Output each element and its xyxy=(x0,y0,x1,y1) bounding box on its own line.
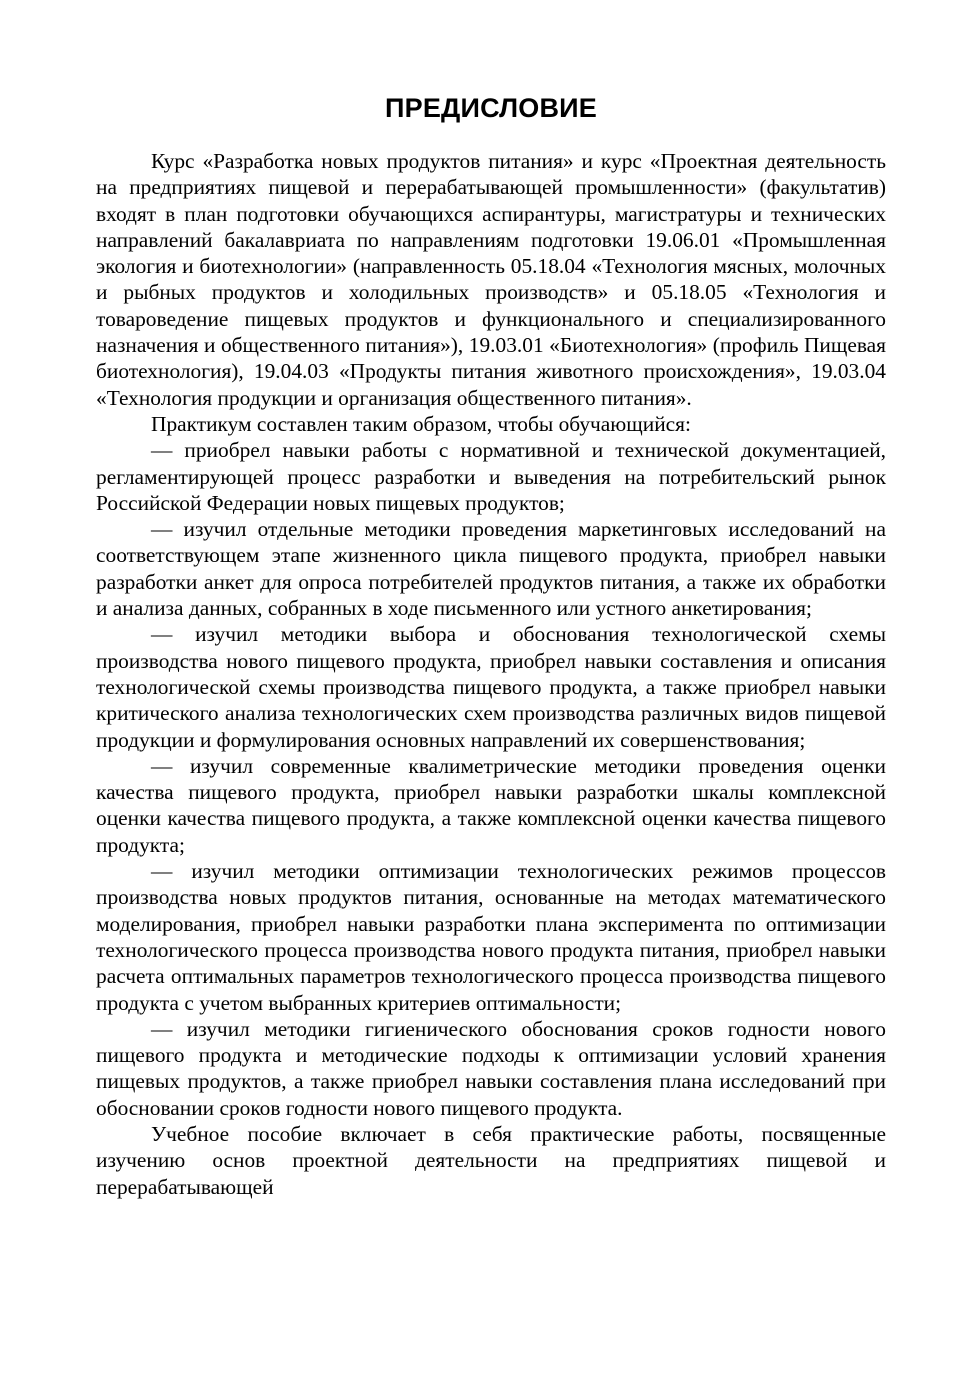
list-item: — изучил методики оптимизации технологических режимов процессов производства новых продуктов питания, основанные на методах математического моделирования, приобрел навыки разработки плана эксперимента по оптимизации технологического процесса производства нового продукта питания, приобрел навыки расчета оптимальных параметров технологического процесса производства пищевого продукта с учетом выбранных критериев оптимальности; xyxy=(96,859,886,1015)
list-item: — изучил отдельные методики проведения маркетинговых исследований на соответствующем этапе жизненного цикла пищевого продукта, приобрел навыки разработки анкет для опроса потребителей продуктов питания, а также их обработки и анализа данных, собранных в ходе письменного или устного анкетирования; xyxy=(96,517,886,621)
document-page xyxy=(96,88,886,1200)
list-item: — изучил современные квалиметрические методики проведения оценки качества пищевого продукта, приобрел навыки разработки шкалы комплексной оценки качества пищевого продукта, а также комплексной оценки качества пищевого продукта; xyxy=(96,753,886,857)
closing-paragraph: Учебное пособие включает в себя практические работы, посвященные изучению основ проектной деятельности на предприятиях пищевой и перерабатывающей xyxy=(96,1121,886,1199)
list-item: — изучил методики выбора и обоснования технологической схемы производства нового пищевого продукта, приобрел навыки составления и описания технологической схемы производства пищевого продукта, а также приобрел навыки критического анализа технологических схем производства различных видов пищевой продукции и формулирования основных направлений их совершенствования; xyxy=(96,622,886,752)
list-item: — изучил методики гигиенического обоснования сроков годности нового пищевого продукта и методические подходы к оптимизации условий хранения пищевых продуктов, а также приобрел навыки составления плана исследований при обосновании сроков годности нового пищевого продукта. xyxy=(96,1016,886,1120)
practicum-paragraph: Практикум составлен таким образом, чтобы обучающийся: xyxy=(151,411,691,436)
list-item: — приобрел навыки работы с нормативной и технической документацией, регламентирующей процесс разработки и выведения на потребительский рынок Российской Федерации новых пищевых продуктов; xyxy=(96,438,886,515)
intro-paragraph: Курс «Разработка новых продуктов питания» и курс «Проектная деятельность на предприятиях пищевой и перерабатывающей промышленности» (факультатив) входят в план подготовки обучающихся аспирантуры, магистратуры и технических направлений бакалавриата по направлениям подготовки 19.06.01 «Промышленная экология и биотехнологии» (направленность 05.18.04 «Технология мясных, молочных и рыбных продуктов и холодильных производств» и 05.18.05 «Технология и товароведение пищевых продуктов и функционального и специализированного назначения и общественного питания»), 19.03.01 «Биотехнология» (профиль Пищевая биотехнология), 19.04.03 «Продукты питания животного происхождения», 19.03.04 «Технология продукции и организация общественного питания». xyxy=(96,149,886,410)
page-title: ПРЕДИСЛОВИЕ xyxy=(385,93,597,123)
